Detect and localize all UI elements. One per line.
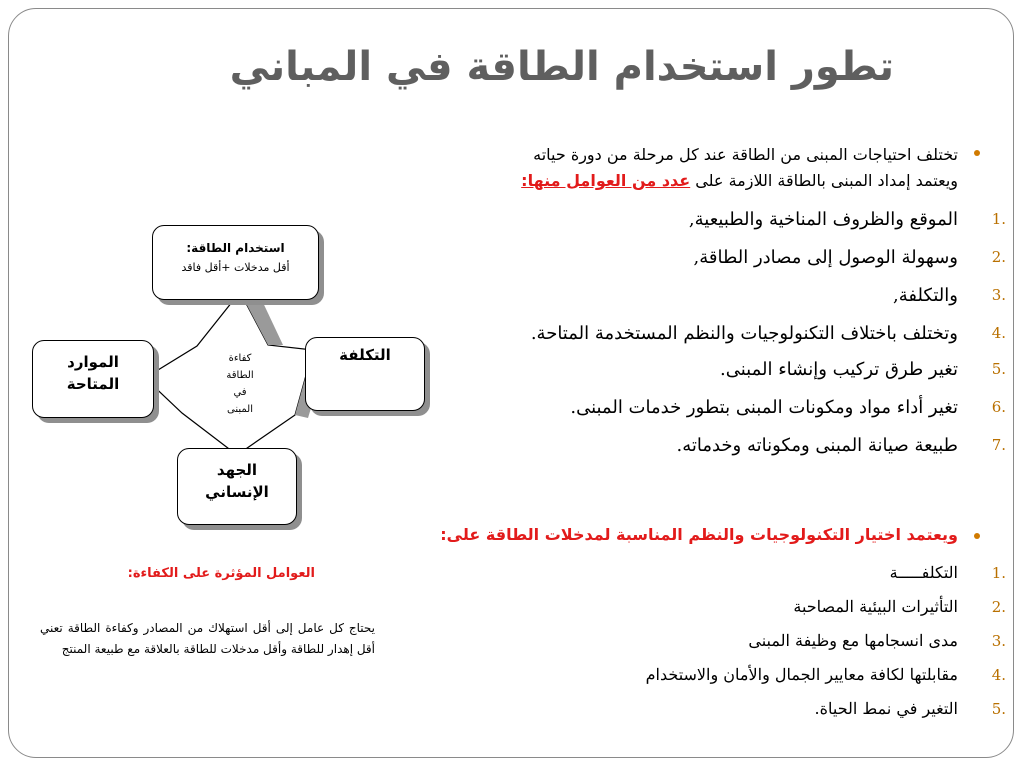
energy-use-title: استخدام الطاقة:: [186, 241, 285, 255]
list-item-text: التأثيرات البيئية المصاحبة: [793, 597, 958, 616]
available-resources-box: [32, 340, 154, 418]
list-item-text: الموقع والظروف المناخية والطبيعية,: [688, 209, 958, 230]
list-item-text: وسهولة الوصول إلى مصادر الطاقة,: [693, 247, 958, 268]
list-item-text: تغير طرق تركيب وإنشاء المبنى.: [720, 359, 958, 380]
efficiency-factors-title: العوامل المؤثرة على الكفاءة:: [127, 566, 315, 581]
available-resources-line2: المتاحة: [66, 375, 120, 393]
bullet-intro-line2-prefix: ويعتمد إمداد المبنى بالطاقة اللازمة على: [695, 171, 958, 190]
cost-box: [305, 337, 425, 411]
energy-use-subtitle: أقل مدخلات +أقل فاقد: [181, 261, 290, 274]
list-item-text: التكلفـــــة: [889, 563, 958, 582]
list-number: 3.: [991, 632, 1006, 650]
center-label-line: في: [233, 387, 247, 398]
list-number: 4.: [991, 666, 1006, 684]
list-number: 1.: [991, 210, 1006, 228]
diagram-center-label: [195, 350, 285, 418]
human-effort-line2: الإنساني: [205, 483, 269, 501]
list-item-text: طبيعة صيانة المبنى ومكوناته وخدماته.: [676, 435, 958, 456]
list-number: 3.: [991, 286, 1006, 304]
list-number: 1.: [991, 564, 1006, 582]
list-number: 2.: [991, 598, 1006, 616]
available-resources-line1: الموارد: [67, 353, 119, 371]
center-label-line: كفاءة: [228, 353, 252, 364]
center-label-line: الطاقة: [226, 370, 254, 381]
list-number: 7.: [991, 436, 1006, 454]
bullet-intro-emphasis: عدد من العوامل منها:: [521, 171, 691, 190]
list-number: 6.: [991, 398, 1006, 416]
list-item-text: وتختلف باختلاف التكنولوجيات والنظم المستخدمة المتاحة.: [530, 323, 958, 344]
list-item-text: والتكلفة,: [893, 285, 958, 306]
list-item-text: مقابلتها لكافة معايير الجمال والأمان والاستخدام: [645, 665, 958, 684]
bullet-selection-text: ويعتمد اختيار التكنولوجيات والنظم المناسبة لمدخلات الطاقة على:: [440, 525, 958, 544]
list-number: 5.: [991, 700, 1006, 718]
human-effort-box: [177, 448, 297, 525]
list-item-text: مدى انسجامها مع وظيفة المبنى: [748, 631, 958, 650]
list-item-text: تغير أداء مواد ومكونات المبنى بتطور خدمات المبنى.: [570, 397, 958, 418]
cost-label: التكلفة: [339, 346, 391, 364]
efficiency-factors-text: يحتاج كل عامل إلى أقل استهلاك من المصادر وكفاءة الطاقة تعني أقل إهدار للطاقة وأقل مدخلات للطاقة بالعلاقة مع طبيعة المنتج: [40, 621, 375, 656]
list-number: 5.: [991, 360, 1006, 378]
bullet-intro-line1: تختلف احتياجات المبنى من الطاقة عند كل مرحلة من دورة حياته: [533, 145, 958, 164]
slide-title: تطور استخدام الطاقة في المباني: [229, 44, 894, 90]
center-label-line: المبنى: [227, 404, 253, 415]
list-number: 4.: [991, 324, 1006, 342]
energy-use-box: [152, 225, 319, 300]
human-effort-line1: الجهد: [216, 461, 258, 479]
list-item-text: التغير في نمط الحياة.: [814, 699, 958, 718]
list-number: 2.: [991, 248, 1006, 266]
